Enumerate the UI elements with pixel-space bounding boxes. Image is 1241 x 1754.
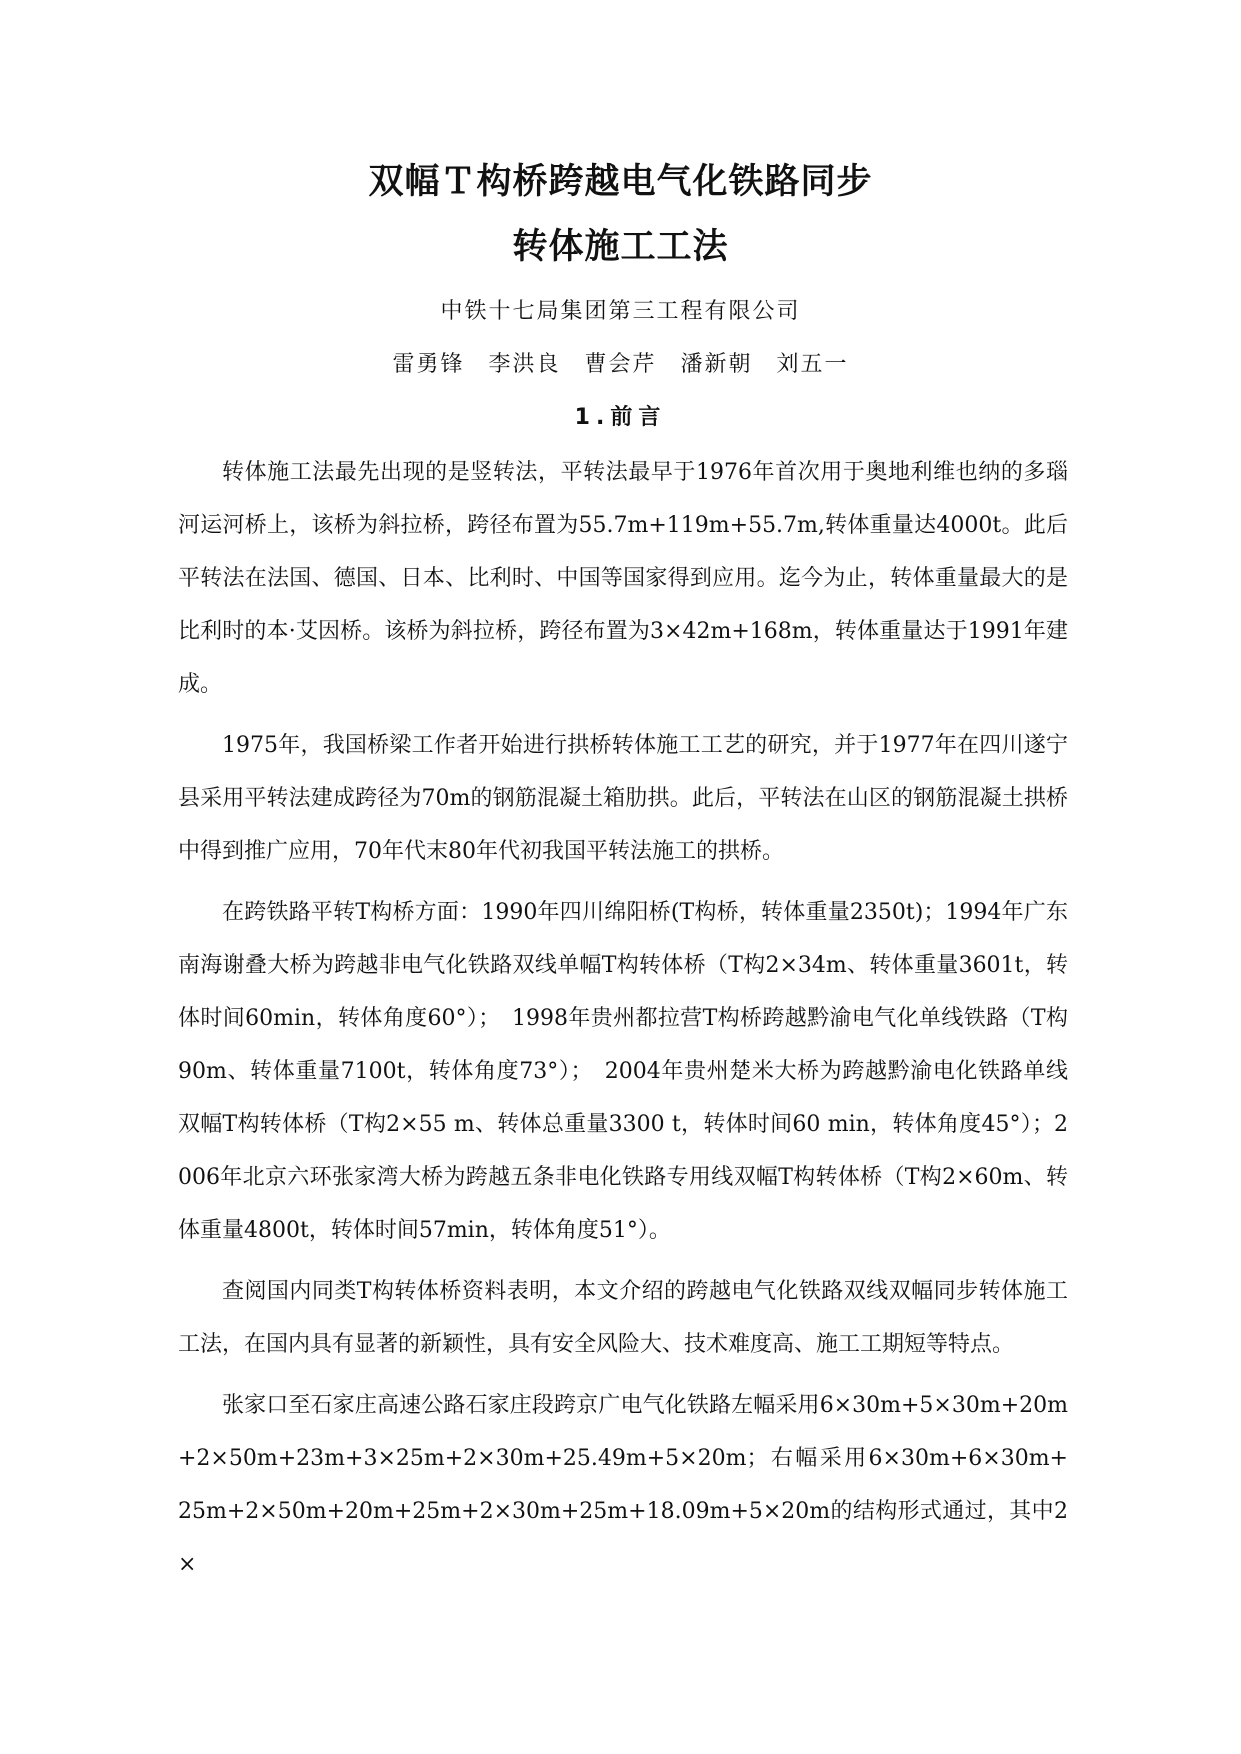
section-heading: 1.前言	[574, 405, 667, 430]
paragraph-1: 转体施工法最先出现的是竖转法，平转法最早于1976年首次用于奥地利维也纳的多瑙河运河桥上，该桥为斜拉桥，跨径布置为55.7m+119m+55.7m,转体重量达4000t。此后平转法在法国、德国、日本、比利时、中国等国家得到应用。迄今为止，转体重量最大的是比利时的本·艾因桥。该桥为斜拉桥，跨径布置为3×42m+168m，转体重量达于1991年建成。	[178, 460, 1068, 697]
paragraph-5: 张家口至石家庄高速公路石家庄段跨京广电气化铁路左幅采用6×30m+5×30m+20m+2×50m+23m+3×25m+2×30m+25.49m+5×20m；右幅采用6×30m+6×30m+25m+2×50m+20m+25m+2×30m+25m+18.09m+5×20m的结构形式通过，其中2×	[178, 1393, 1068, 1577]
document-title-line-2: 转体施工工法	[512, 227, 729, 267]
paragraph-3: 在跨铁路平转T构桥方面：1990年四川绵阳桥(T构桥，转体重量2350t)；1994年广东南海谢叠大桥为跨越非电气化铁路双线单幅T构转体桥（T构2×34m、转体重量3601t，转体时间60min，转体角度60°）； 1998年贵州都拉营T构桥跨越黔渝电气化单线铁路（T构90m、转体重量7100t，转体角度73°）； 2004年贵州楚米大桥为跨越黔渝电化铁路单线双幅T构转体桥（T构2×55 m、转体总重量3300 t，转体时间60 min，转体角度45°）；2006年北京六环张家湾大桥为跨越五条非电化铁路专用线双幅T构转体桥（T构2×60m、转体重量4800t，转体时间57min，转体角度51°）。	[178, 900, 1068, 1243]
paragraph-4: 查阅国内同类T构转体桥资料表明，本文介绍的跨越电气化铁路双线双幅同步转体施工工法，在国内具有显著的新颖性，具有安全风险大、技术难度高、施工工期短等特点。	[178, 1279, 1068, 1357]
author-names: 雷勇锋 李洪良 曹会芹 潘新朝 刘五一	[392, 352, 849, 377]
body-text	[178, 446, 1068, 1599]
document-title-line-1: 双幅Ｔ构桥跨越电气化铁路同步	[368, 162, 873, 202]
author-organization: 中铁十七局集团第三工程有限公司	[440, 299, 801, 324]
paragraph-2: 1975年，我国桥梁工作者开始进行拱桥转体施工工艺的研究，并于1977年在四川遂宁县采用平转法建成跨径为70m的钢筋混凝土箱肋拱。此后，平转法在山区的钢筋混凝土拱桥中得到推广应用，70年代末80年代初我国平转法施工的拱桥。	[178, 733, 1068, 864]
